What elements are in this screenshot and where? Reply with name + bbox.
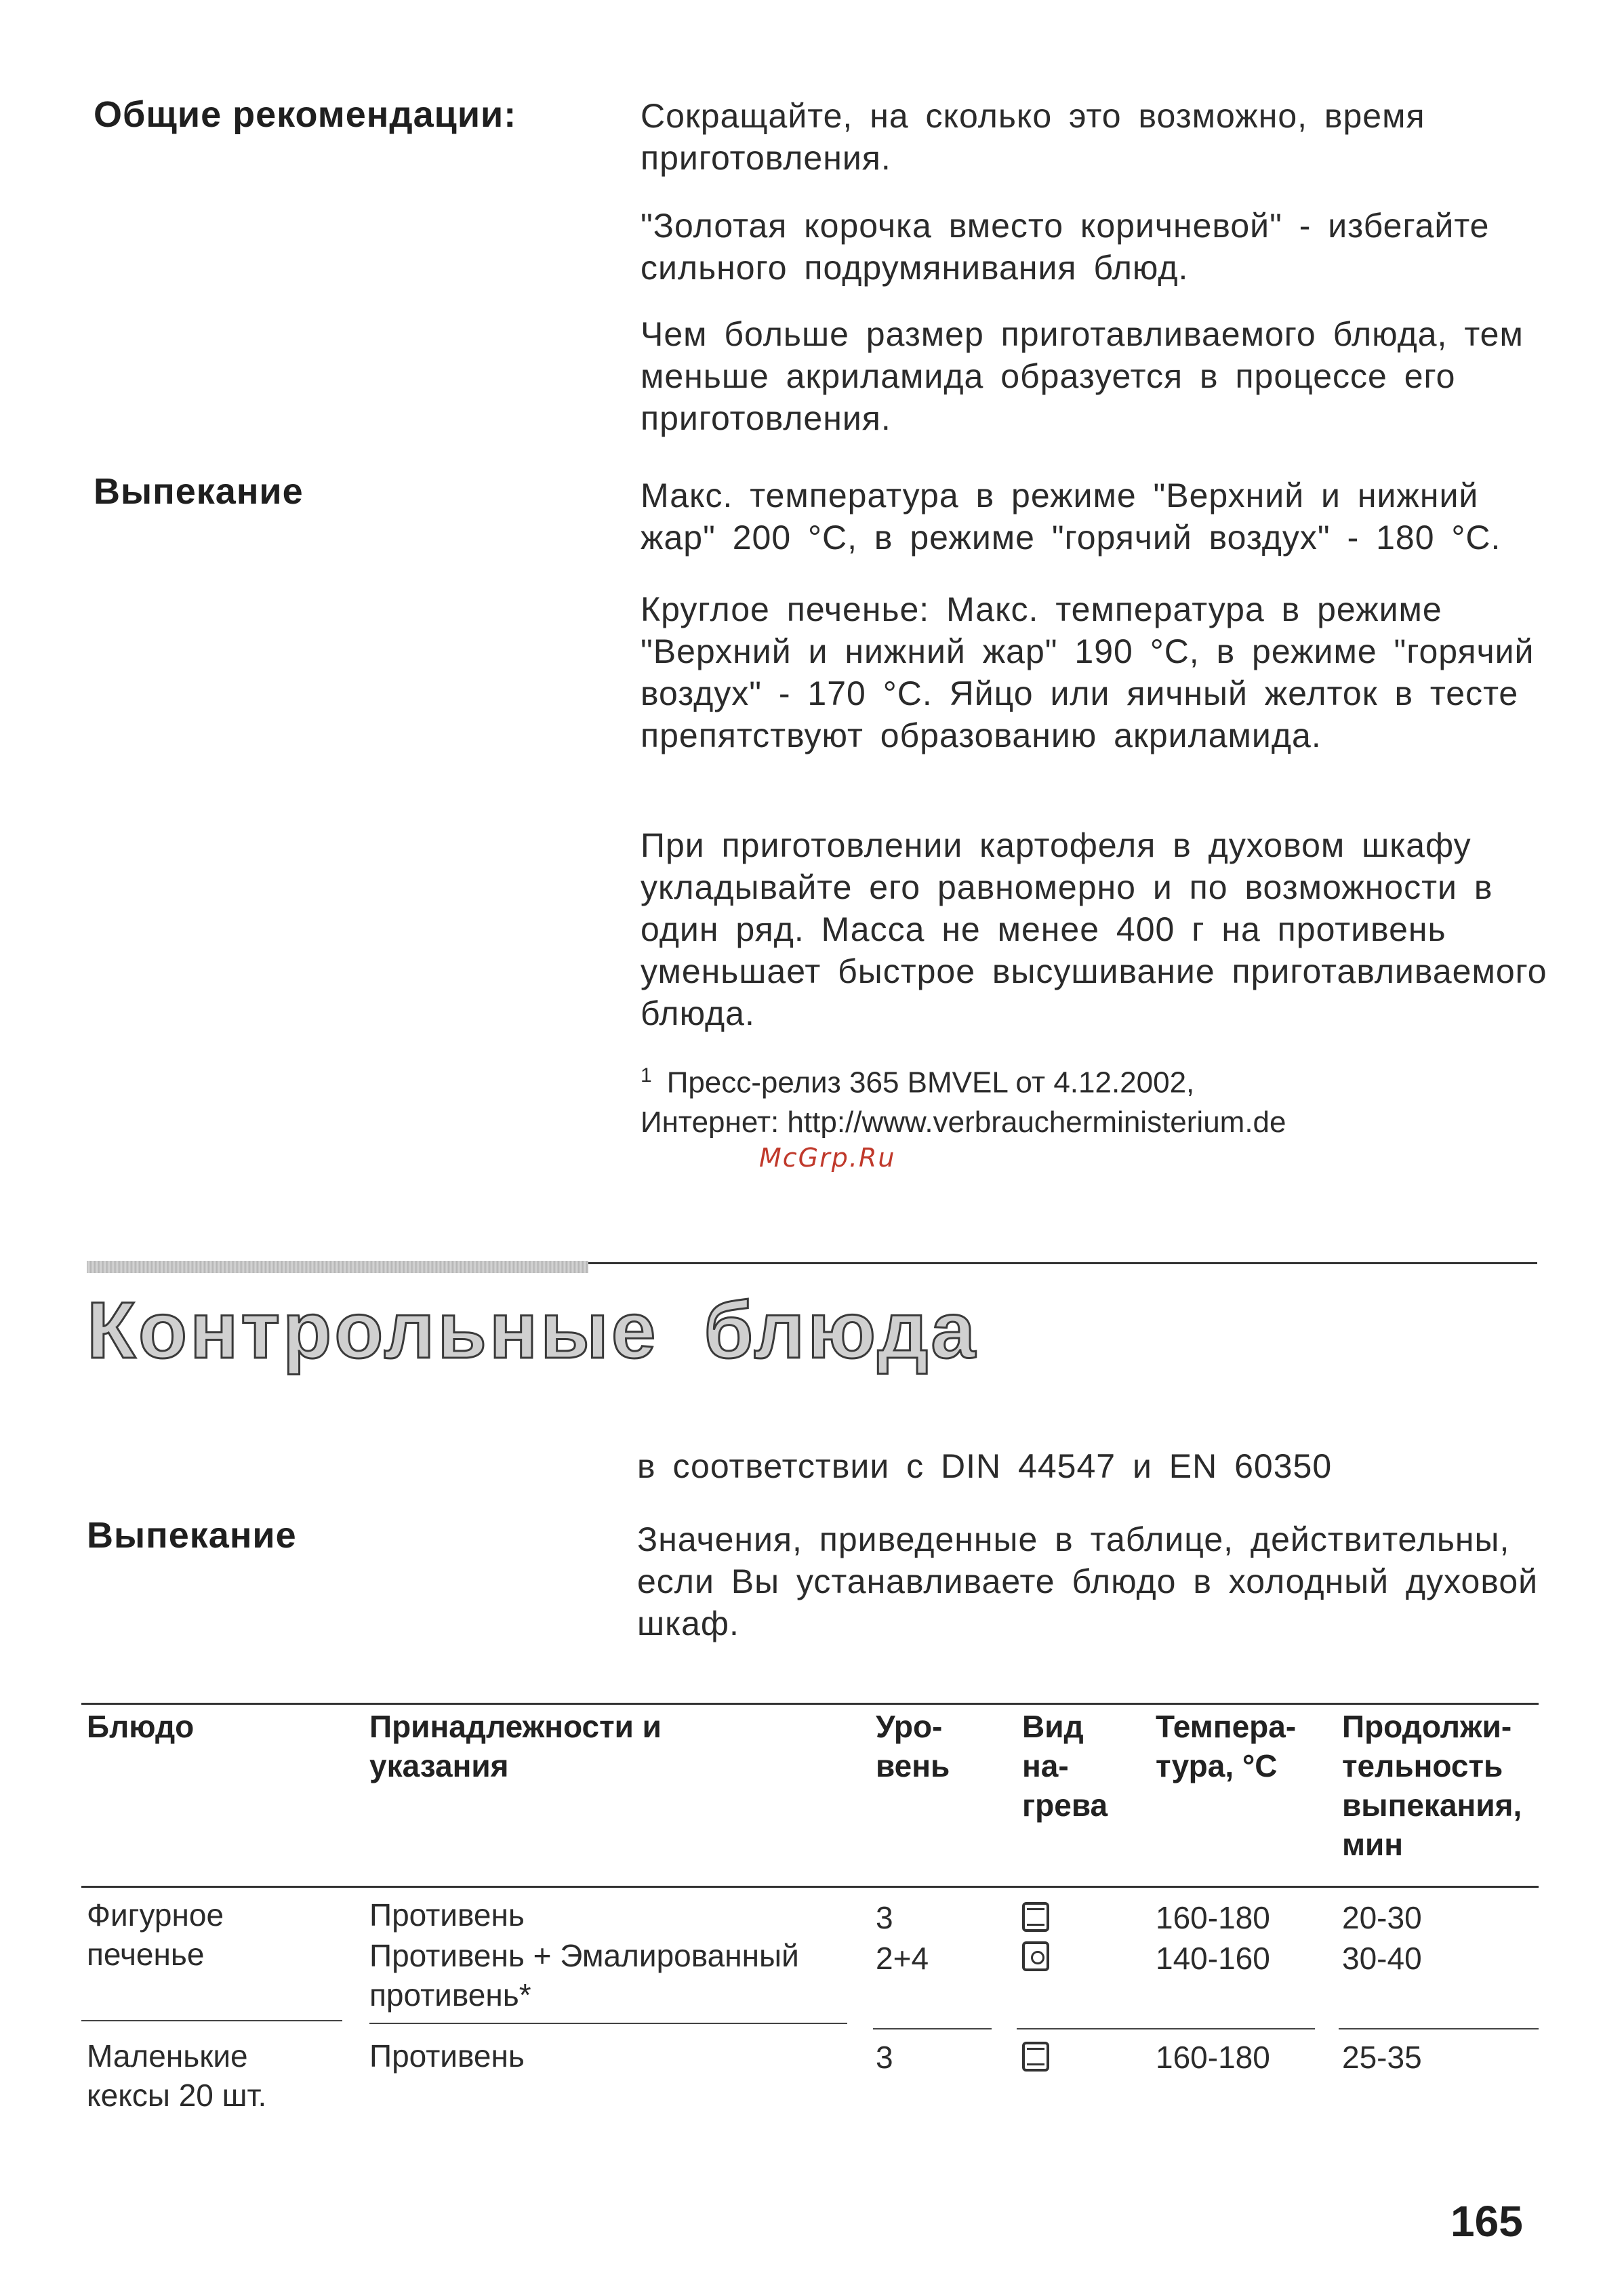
- label-baking-2: Выпекание: [87, 1515, 297, 1556]
- row2-dish: Маленькие кексы 20 шт.: [87, 2038, 267, 2113]
- row-separator-level: [873, 2028, 992, 2029]
- header-accessories: Принадлежности и указания: [369, 1709, 662, 1783]
- row-separator-duration: [1339, 2028, 1539, 2029]
- heat-bottom-bar: [1027, 1924, 1044, 1926]
- general-paragraph-3: Чем больше размер приготавливаемого блюда, тем меньше акриламида образуется в процессе его приготовления.: [641, 315, 1524, 437]
- footnote-line-2: Интернет: http://www.verbraucherministerium.de: [641, 1105, 1286, 1139]
- label-general-recommendations: Общие рекомендации:: [94, 94, 517, 135]
- row-separator-dish: [81, 2020, 342, 2021]
- heat-bottom-bar: [1027, 2063, 1044, 2065]
- footnote: [641, 1056, 1549, 1142]
- heat-top-bar: [1027, 1908, 1044, 1910]
- top-bottom-heat-icon: [1022, 1902, 1049, 1932]
- hot-air-icon: [1022, 1941, 1049, 1971]
- row1-line2-accessory: Противень + Эмалированный противень*: [369, 1938, 799, 2013]
- general-paragraph-2: "Золотая корочка вместо коричневой" - избегайте сильного подрумянивания блюд.: [641, 207, 1490, 287]
- baking-paragraph-2: Круглое печенье: Макс. температура в режиме "Верхний и нижний жар" 190 °C, в режиме "горячий воздух" - 170 °C. Яйцо или яичный желток в тесте препятствуют образованию акриламида.: [641, 590, 1535, 754]
- row2-line1-accessory: Противень: [369, 2038, 525, 2074]
- footnote-mark: 1: [641, 1064, 652, 1087]
- label-baking: Выпекание: [94, 471, 304, 512]
- section-title: Контрольные блюда: [87, 1286, 978, 1375]
- row-separator-temperature: [1017, 2028, 1315, 2029]
- header-heating: Вид на-грева: [1022, 1709, 1108, 1823]
- header-temperature: Темпера-тура, °C: [1156, 1709, 1297, 1783]
- row2-line1-level: 3: [876, 2040, 893, 2075]
- header-duration: Продолжи-тельность выпекания, мин: [1342, 1709, 1522, 1862]
- row2-line1-temperature: 160-180: [1156, 2040, 1270, 2075]
- top-bottom-heat-icon: [1022, 2042, 1049, 2072]
- page-number: 165: [1450, 2197, 1523, 2246]
- baking-paragraph-3: При приготовлении картофеля в духовом шкафу укладывайте его равномерно и по возможности в один ряд. Масса не менее 400 г на противень уменьшает быстрое высушивание приготавливаемого блюда.: [641, 826, 1547, 1032]
- table-top-rule: [81, 1703, 1539, 1705]
- header-dish: Блюдо: [87, 1709, 195, 1744]
- standard-note: в соответствии с DIN 44547 и EN 60350: [637, 1447, 1333, 1485]
- row1-line2-duration: 30-40: [1342, 1941, 1422, 1976]
- row1-line1-duration: 20-30: [1342, 1900, 1422, 1935]
- footnote-text-1: Пресс-релиз 365 BMVEL от 4.12.2002,: [666, 1066, 1195, 1099]
- row1-line1-level: 3: [876, 1900, 893, 1935]
- section-divider-accent: [87, 1261, 588, 1273]
- table-intro: Значения, приведенные в таблице, действительны, если Вы устанавливаете блюдо в холодный духовой шкаф.: [637, 1520, 1539, 1642]
- footnote-line-1: [641, 1056, 1549, 1103]
- row1-line2-temperature: 140-160: [1156, 1941, 1270, 1976]
- baking-paragraph-1: Макс. температура в режиме "Верхний и нижний жар" 200 °C, в режиме "горячий воздух" - 180 °C.: [641, 477, 1501, 557]
- row1-line1-accessory: Противень: [369, 1897, 525, 1933]
- row2-line1-duration: 25-35: [1342, 2040, 1422, 2075]
- row1-line2-level: 2+4: [876, 1941, 929, 1976]
- row1-dish: Фигурное печенье: [87, 1897, 224, 1972]
- watermark: McGrp.Ru: [759, 1143, 896, 1173]
- header-level: Уро-вень: [876, 1709, 950, 1783]
- table-header-rule: [81, 1886, 1539, 1888]
- fan-symbol: [1031, 1951, 1044, 1964]
- general-paragraph-1: Сокращайте, на сколько это возможно, время приготовления.: [641, 97, 1425, 177]
- row-separator-accessories: [369, 2023, 847, 2024]
- row1-line1-temperature: 160-180: [1156, 1900, 1270, 1935]
- heat-top-bar: [1027, 2048, 1044, 2050]
